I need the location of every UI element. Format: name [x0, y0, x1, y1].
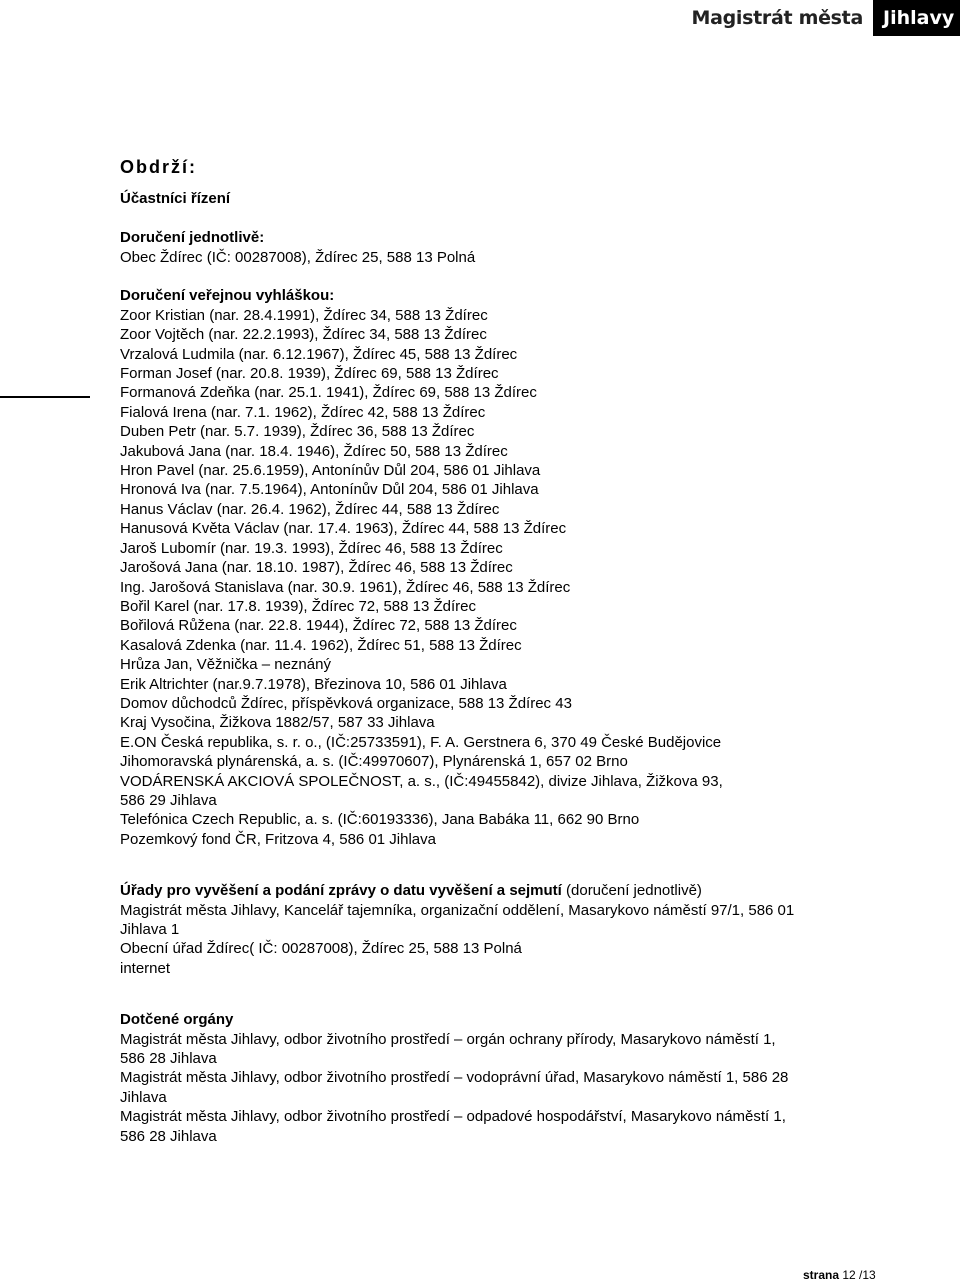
margin-rule [0, 396, 90, 398]
page-count: 12 /13 [839, 1268, 876, 1282]
list-item: Domov důchodců Ždírec, příspěvková organizace, 588 13 Ždírec 43 [120, 694, 572, 712]
list-item: Erik Altrichter (nar.9.7.1978), Březinova 10, 586 01 Jihlava [120, 675, 507, 693]
page-header [691, 0, 960, 36]
header-brand-left: Magistrát města [691, 7, 863, 29]
list-item: Jakubová Jana (nar. 18.4. 1946), Ždírec 50, 588 13 Ždírec [120, 442, 508, 460]
list-item: Jaroš Lubomír (nar. 19.3. 1993), Ždírec 46, 588 13 Ždírec [120, 539, 503, 557]
list-item: internet [120, 959, 171, 977]
offices-heading-note: (doručení jednotlivě) [561, 882, 702, 900]
section-heading-offices [120, 881, 910, 900]
list-item: Telefónica Czech Republic, a. s. (IČ:60193336), Jana Babáka 11, 662 90 Brno [120, 811, 640, 829]
list-item: 586 28 Jihlava [120, 1127, 217, 1145]
list-item: Hron Pavel (nar. 25.6.1959), Antonínův Důl 204, 586 01 Jihlava [120, 462, 541, 480]
delivery-public-label: Doručení veřejnou vyhláškou: [120, 287, 335, 305]
list-item: Bořil Karel (nar. 17.8. 1939), Ždírec 72, 588 13 Ždírec [120, 597, 477, 615]
delivery-individual-text: Obec Ždírec (IČ: 00287008), Ždírec 25, 588 13 Polná [120, 248, 476, 266]
list-item: Pozemkový fond ČR, Fritzova 4, 586 01 Jihlava [120, 830, 436, 848]
authorities-list [120, 1030, 910, 1146]
list-item: Magistrát města Jihlavy, odbor životního prostředí – odpadové hospodářství, Masarykovo náměstí 1, [120, 1108, 786, 1126]
list-item: Zoor Kristian (nar. 28.4.1991), Ždírec 34, 588 13 Ždírec [120, 306, 488, 324]
list-item: Magistrát města Jihlavy, Kancelář tajemníka, organizační oddělení, Masarykovo náměstí 97/1, 586 01 [120, 901, 795, 919]
list-item: Jihlava 1 [120, 921, 180, 938]
offices-list [120, 901, 910, 979]
list-item: Fialová Irena (nar. 7.1. 1962), Ždírec 42, 588 13 Ždírec [120, 403, 486, 421]
list-item: Duben Petr (nar. 5.7. 1939), Ždírec 36, 588 13 Ždírec [120, 423, 475, 441]
header-brand-right: Jihlavy [873, 0, 960, 36]
list-item: 586 29 Jihlava [120, 791, 217, 809]
list-item: Ing. Jarošová Stanislava (nar. 30.9. 1961), Ždírec 46, 588 13 Ždírec [120, 578, 571, 596]
list-item: Formanová Zdeňka (nar. 25.1. 1941), Ždírec 69, 588 13 Ždírec [120, 384, 537, 402]
list-item: Magistrát města Jihlavy, odbor životního prostředí – orgán ochrany přírody, Masarykovo náměstí 1, [120, 1030, 776, 1048]
list-item: Obecní úřad Ždírec( IČ: 00287008), Ždírec 25, 588 13 Polná [120, 940, 522, 958]
list-item: Forman Josef (nar. 20.8. 1939), Ždírec 69, 588 13 Ždírec [120, 365, 499, 383]
list-item: Kraj Vysočina, Žižkova 1882/57, 587 33 Jihlava [120, 714, 435, 732]
offices-heading-bold: Úřady pro vyvěšení a podání zprávy o datu vyvěšení a sejmutí [120, 882, 562, 900]
section-heading-participants: Účastníci řízení [120, 190, 231, 208]
list-item: Hronová Iva (nar. 7.5.1964), Antonínův Důl 204, 586 01 Jihlava [120, 481, 539, 499]
list-item: E.ON Česká republika, s. r. o., (IČ:25733591), F. A. Gerstnera 6, 370 49 České Budějovice [120, 733, 722, 751]
list-item: VODÁRENSKÁ AKCIOVÁ SPOLEČNOST, a. s., (IČ:49455842), divize Jihlava, Žižkova 93, [120, 772, 723, 790]
list-item: Zoor Vojtěch (nar. 22.2.1993), Ždírec 34, 588 13 Ždírec [120, 326, 487, 344]
page-title: Obdrží: [120, 157, 197, 177]
section-heading-authorities: Dotčené orgány [120, 1011, 234, 1029]
participants-list [120, 306, 910, 849]
list-item: Kasalová Zdenka (nar. 11.4. 1962), Ždírec 51, 588 13 Ždírec [120, 636, 522, 654]
list-item: Jarošová Jana (nar. 18.10. 1987), Ždírec 46, 588 13 Ždírec [120, 559, 513, 577]
list-item: Hrůza Jan, Věžnička – neznáný [120, 656, 331, 674]
delivery-individual-label: Doručení jednotlivě: [120, 229, 265, 247]
list-item: Jihlava [120, 1088, 167, 1106]
list-item: Bořilová Růžena (nar. 22.8. 1944), Ždírec 72, 588 13 Ždírec [120, 617, 517, 635]
list-item: Vrzalová Ludmila (nar. 6.12.1967), Ždírec 45, 588 13 Ždírec [120, 345, 518, 363]
list-item: Jihomoravská plynárenská, a. s. (IČ:49970607), Plynárenská 1, 657 02 Brno [120, 753, 628, 771]
list-item: 586 28 Jihlava [120, 1050, 217, 1068]
page-number [803, 1268, 876, 1282]
list-item: Magistrát města Jihlavy, odbor životního prostředí – vodoprávní úřad, Masarykovo náměstí 1, 586 28 [120, 1069, 789, 1087]
document-body [120, 158, 910, 1146]
list-item: Hanusová Květa Václav (nar. 17.4. 1963), Ždírec 44, 588 13 Ždírec [120, 520, 567, 538]
page-label: strana [803, 1268, 840, 1282]
list-item: Hanus Václav (nar. 26.4. 1962), Ždírec 44, 588 13 Ždírec [120, 500, 500, 518]
